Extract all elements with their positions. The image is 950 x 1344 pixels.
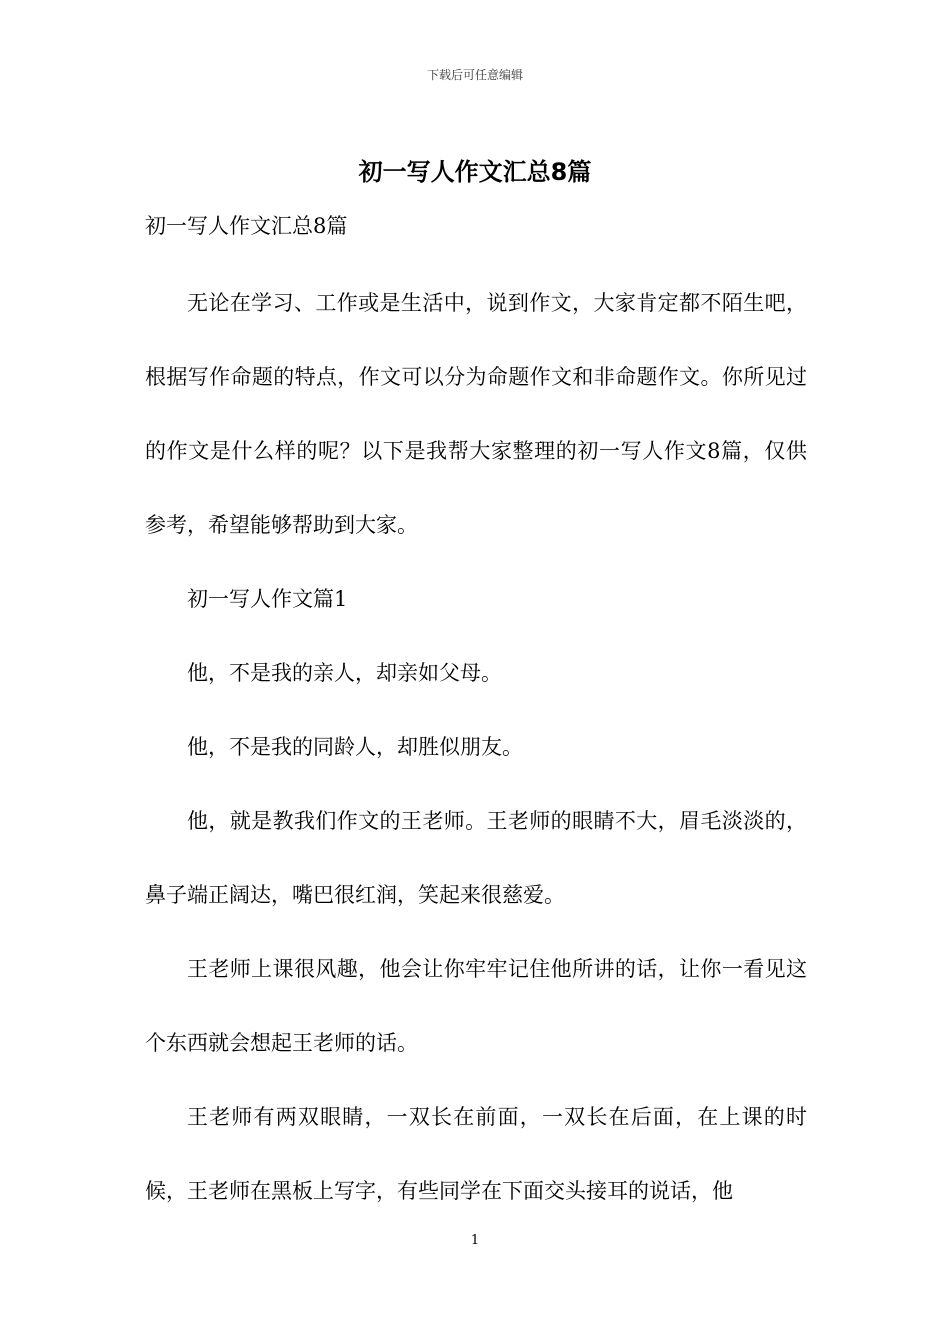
paragraph: 他，不是我的同龄人，却胜似朋友。 xyxy=(187,735,523,759)
paragraph: 他，就是教我们作文的王老师。王老师的眼睛不大，眉毛淡淡的，鼻子端正阔达，嘴巴很红润，笑起来很慈爱。 xyxy=(145,809,807,907)
document-subtitle: 初一写人作文汇总8篇 xyxy=(145,214,348,238)
paragraph: 王老师有两双眼睛，一双长在前面，一双长在后面，在上课的时候，王老师在黑板上写字，有些同学在下面交头接耳的说话，他 xyxy=(145,1105,807,1203)
paragraph: 王老师上课很风趣，他会让你牢牢记住他所讲的话，让你一看见这个东西就会想起王老师的话。 xyxy=(145,957,807,1055)
document-body xyxy=(145,266,807,1228)
header-note: 下载后可任意编辑 xyxy=(426,68,523,82)
page-number: 1 xyxy=(470,1233,480,1248)
section-heading: 初一写人作文篇1 xyxy=(187,587,348,611)
paragraph: 无论在学习、工作或是生活中，说到作文，大家肯定都不陌生吧，根据写作命题的特点，作文可以分为命题作文和非命题作文。你所见过的作文是什么样的呢？以下是我帮大家整理的初一写人作文8篇，仅供参考，希望能够帮助到大家。 xyxy=(145,291,807,537)
document-title: 初一写人作文汇总8篇 xyxy=(358,158,592,186)
paragraph: 他，不是我的亲人，却亲如父母。 xyxy=(187,661,502,685)
